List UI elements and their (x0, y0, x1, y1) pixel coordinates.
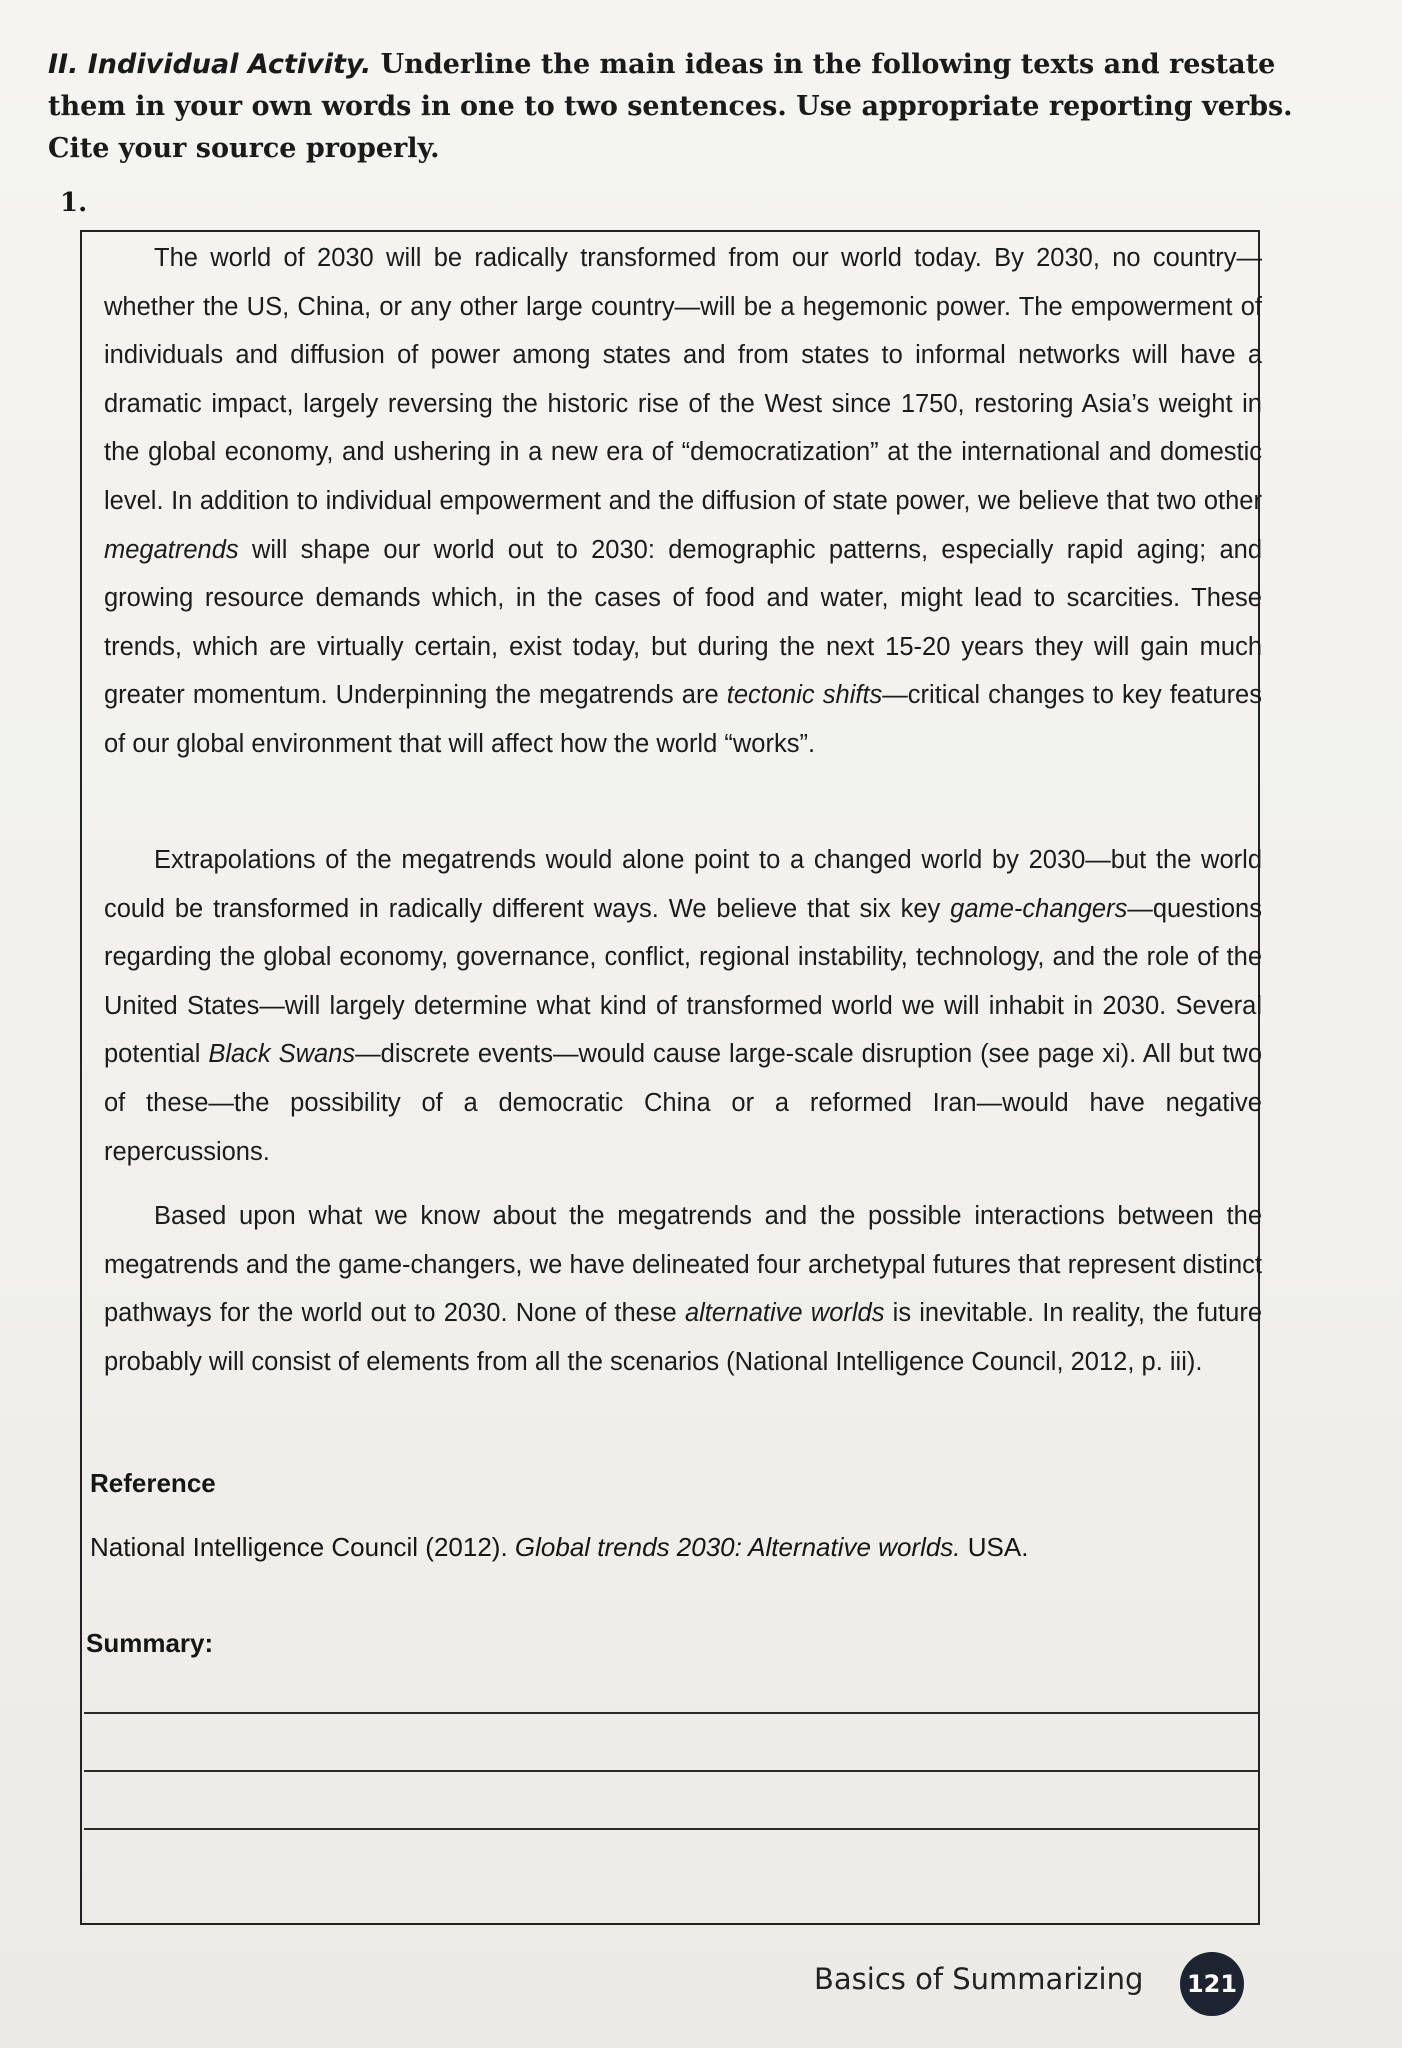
summary-label: Summary: (86, 1628, 214, 1658)
italic-term: game-changers (950, 894, 1128, 923)
activity-directions: Underline the main ideas in the following texts and restate them in your own words in one to two sentences. Use appropriate reporting verbs. Cite your source properly. (48, 49, 1293, 164)
italic-term: Black Swans (208, 1040, 356, 1069)
summary-answer-line[interactable] (84, 1712, 1258, 1714)
passage-text: will shape our world out to 2030: demographic patterns, especially rapid aging; and growing resource demands which, in the cases of food and water, might lead to scarcities. These trends, which are virtually certain, exist today, but during the next 15-20 years they will gain much greater momentum. Underpinning the megatrends are (104, 535, 1262, 710)
passage-text: —questions regarding the global economy, governance, conflict, regional instability, technology, and the role of the United States—will largely determine what kind of transformed world we will inhabit in 2030. Several potential (104, 894, 1262, 1069)
activity-title: II. Individual Activity. (48, 49, 372, 80)
summary-answer-line[interactable] (84, 1770, 1258, 1772)
italic-term: megatrends (104, 535, 239, 564)
activity-instructions (48, 44, 1298, 170)
italic-term: tectonic shifts (726, 681, 883, 710)
reference-author: National Intelligence Council (2012). (90, 1532, 515, 1562)
reference-heading: Reference (90, 1468, 216, 1498)
passage-paragraph-1[interactable] (104, 234, 1262, 769)
passage-text: The world of 2030 will be radically transformed from our world today. By 2030, no country—whether the US, China, or any other large country—will be a hegemonic power. The empowerment of individuals and diffusion of power among states and from states to informal networks will have a dramatic impact, largely reversing the historic rise of the West since 1750, restoring Asia’s weight in the global economy, and ushering in a new era of “democratization” at the international and domestic level. In addition to individual empowerment and the diffusion of state power, we believe that two other (104, 244, 1262, 515)
item-number: 1. (60, 188, 88, 218)
passage-paragraph-2[interactable] (104, 836, 1262, 1176)
passage-text: Based upon what we know about the megatrends and the possible interactions between the megatrends and the game-changers, we have delineated four archetypal futures that represent distinct pathways for the world out to 2030. None of these (104, 1202, 1262, 1328)
passage-text: —discrete events—would cause large-scale disruption (see page xi). All but two of these—the possibility of a democratic China or a reformed Iran—would have negative repercussions. (104, 1040, 1262, 1166)
reference-citation (90, 1532, 1028, 1563)
passage-text: is inevitable. In reality, the future probably will consist of elements from all the scenarios (National Intelligence Council, 2012, p. iii). (104, 1299, 1262, 1376)
passage-text: —critical changes to key features of our global environment that will affect how the world “works”. (104, 681, 1262, 758)
reference-title: Global trends 2030: Alternative worlds. (514, 1532, 961, 1562)
page-number-badge: 121 (1180, 1952, 1244, 2016)
passage-text: Extrapolations of the megatrends would alone point to a changed world by 2030—but the world could be transformed in radically different ways. We believe that six key (104, 846, 1262, 923)
passage-paragraph-3[interactable] (104, 1192, 1262, 1386)
italic-term: alternative worlds (684, 1299, 885, 1328)
reference-publisher: USA. (960, 1532, 1029, 1562)
summary-answer-line[interactable] (84, 1828, 1258, 1830)
footer-section-title: Basics of Summarizing (814, 1962, 1144, 1996)
